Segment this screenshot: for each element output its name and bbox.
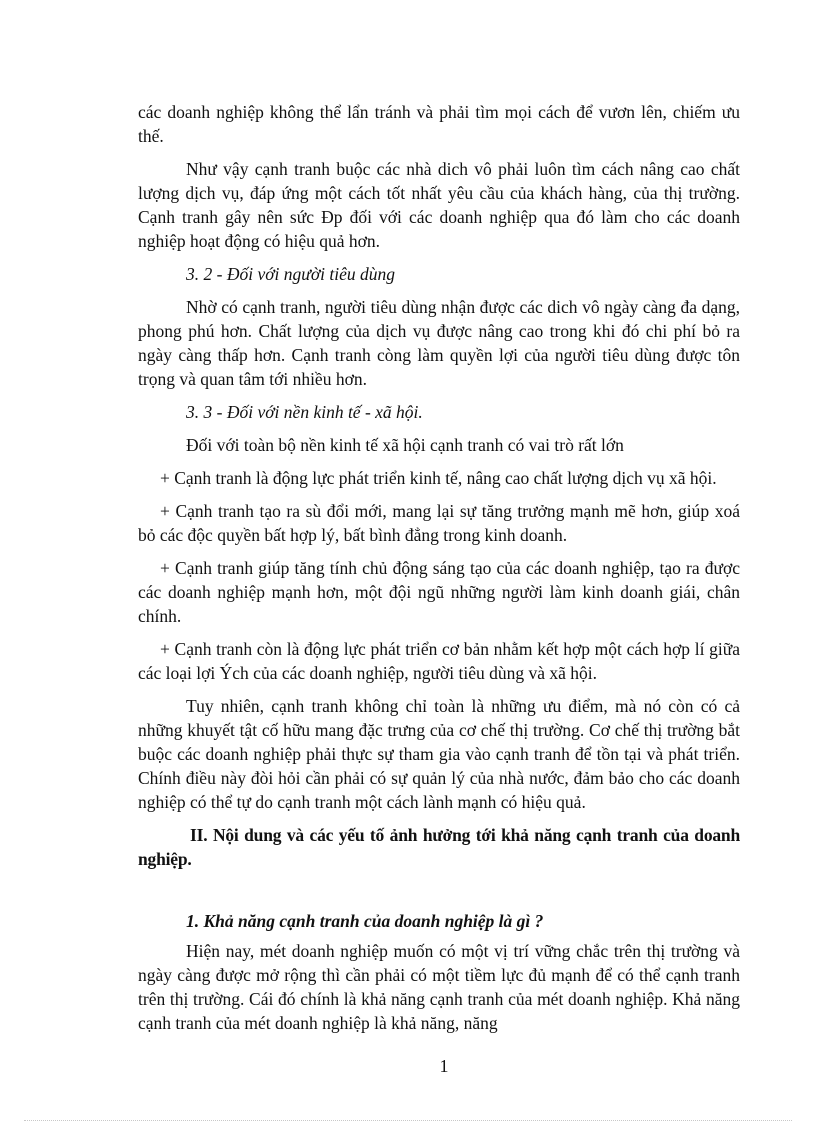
bullet-item: + Cạnh tranh tạo ra sù đổi mới, mang lại sự tăng trưởng mạnh mẽ hơn, giúp xoá bỏ các độc quyền bất hợp lý, bất bình đẳng trong kinh doanh. xyxy=(138,501,740,545)
paragraph: Nhờ có cạnh tranh, người tiêu dùng nhận được các dich vô ngày càng đa dạng, phong phú hơn. Chất lượng của dịch vụ được nâng cao trong khi đó chi phí bỏ ra ngày càng thấp hơn. Cạnh tranh còng làm quyền lợi của người tiêu dùng được tôn trọng và quan tâm tới nhiều hơn. xyxy=(138,297,740,389)
bullet-item: + Cạnh tranh là động lực phát triển kinh tế, nâng cao chất lượng dịch vụ xã hội. xyxy=(160,468,717,488)
subsection-heading: 3. 3 - Đối với nền kinh tế - xã hội. xyxy=(186,402,423,422)
page-bottom-divider xyxy=(24,1120,792,1121)
subsection-heading: 3. 2 - Đối với người tiêu dùng xyxy=(186,264,396,284)
bullet-item: + Cạnh tranh giúp tăng tính chủ động sáng tạo của các doanh nghiệp, tạo ra được các doanh nghiệp mạnh hơn, một đội ngũ những người làm kinh doanh giái, chân chính. xyxy=(138,558,740,626)
subsection-heading: 1. Khả năng cạnh tranh của doanh nghiệp là gì ? xyxy=(186,911,544,931)
paragraph: Hiện nay, mét doanh nghiệp muốn có một vị trí vững chắc trên thị trường và ngày càng được mở rộng thì cần phải có một tiềm lực đủ mạnh để có thể cạnh tranh trên thị trường. Cái đó chính là khả năng cạnh tranh của mét doanh nghiệp. Khả năng cạnh tranh của mét doanh nghiệp là khả năng, năng xyxy=(138,941,740,1033)
paragraph: Đối với toàn bộ nền kinh tế xã hội cạnh tranh có vai trò rất lớn xyxy=(186,435,624,455)
paragraph: các doanh nghiệp không thể lẩn tránh và phải tìm mọi cách để vươn lên, chiếm ưu thế. xyxy=(138,102,740,146)
bullet-item: + Cạnh tranh còn là động lực phát triển cơ bản nhằm kết hợp một cách hợp lí giữa các loại lợi Ých của các doanh nghiệp, người tiêu dùng và xã hội. xyxy=(138,639,740,683)
page-number: 1 xyxy=(439,1056,449,1076)
paragraph: Như vậy cạnh tranh buộc các nhà dich vô phải luôn tìm cách nâng cao chất lượng dịch vụ, đáp ứng một cách tốt nhất yêu cầu của khách hàng, của thị trường. Cạnh tranh gây nên sức Ðp đối với các doanh nghiệp qua đó làm cho các doanh nghiệp hoạt động có hiệu quả hơn. xyxy=(138,159,740,251)
paragraph: Tuy nhiên, cạnh tranh không chỉ toàn là những ưu điểm, mà nó còn có cả những khuyết tật cố hữu mang đặc trưng của cơ chế thị trường. Cơ chế thị trường bắt buộc các doanh nghiệp phải thực sự tham gia vào cạnh tranh để tồn tại và phát triển. Chính điều này đòi hỏi cần phải có sự quản lý của nhà nước, đảm bảo cho các doanh nghiệp có thể tự do cạnh tranh một cách lành mạnh có hiệu quả. xyxy=(138,696,740,812)
section-heading: II. Nội dung và các yếu tố ảnh hưởng tới khả năng cạnh tranh của doanh nghiệp. xyxy=(138,825,740,869)
page-body xyxy=(138,100,740,1044)
